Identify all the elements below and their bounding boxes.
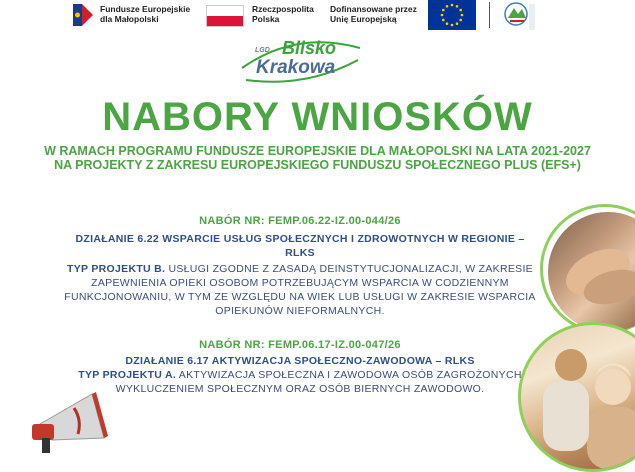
pl-logo-text [252,4,322,24]
eu-line1: Dofinansowane przez [330,4,417,14]
nabor-2-number: NABÓR NR: FEMP.06.17-IZ.00-047/26 [199,339,401,351]
fe-logo-text [100,4,200,24]
page-subtitle: W RAMACH PROGRAMU FUNDUSZE EUROPEJSKIE DLA MAŁOPOLSKI NA LATA 2021-2027 NA PROJEKTY Z ZAKRESU EUROPEJSKIEGO FUNDUSZU SPOŁECZNEGO PLUS (EFS+) [44,144,591,172]
megaphone-icon [22,390,112,453]
pl-line2: Polska [252,14,280,24]
poland-flag-icon [206,5,244,27]
brand-name-bottom: Krakowa [256,57,336,78]
eu-line2: Unię Europejską [330,14,397,24]
nabor-2-dzialanie: DZIAŁANIE 6.17 AKTYWIZACJA SPOŁECZNO-ZAWODOWA – RLKS [125,355,475,367]
page-title: NABORY WNIOSKÓW [102,95,533,139]
fe-line1: Fundusze Europejskie [100,4,191,14]
eu-logo-text [330,4,425,24]
nabor-1-typ-text: USŁUGI ZGODNE Z ZASADĄ DEINSTYTUCJONALIZACJI, W ZAKRESIE ZAPEWNIENIA OPIEKI OSOBOM POTRZEBUJĄCYM WSPARCIA W CODZIENNYM FUNKCJONOWANIU, W TYM ZE WZGLĘDU NA WIEK LUB USŁUGI W ZAKRESIE WSPARCIA OPIEKUNÓW NIEFORMALNYCH. [64,263,536,317]
logo-divider [489,2,490,28]
logo-strip [0,0,635,36]
pl-line1: Rzeczpospolita [252,4,314,14]
nabor-1-dzialanie: DZIAŁANIE 6.22 WSPARCIE USŁUG SPOŁECZNYCH I ZDROWOTNYCH W REGIONIE – RLKS [75,233,525,259]
eu-flag-icon [428,0,476,30]
brand-name-top: Blisko [282,38,337,58]
fe-line2: dla Małopolski [100,14,159,24]
nabor-1-typ [60,262,540,318]
fe-logo-icon [72,2,94,28]
brand-lgd: LGD [255,47,270,54]
nabor-2-typ-label: TYP PROJEKTU A. [78,369,177,381]
nabor-1-number: NABÓR NR: FEMP.06.22-IZ.00-044/26 [199,215,401,227]
nabor-2-typ-text: AKTYWIZACJA SPOŁECZNA I ZAWODOWA OSÓB ZAGROŻONYCH WYKLUCZENIEM SPOŁECZNYM ORAZ OSÓB BIERNYCH ZAWODOWO. [115,369,522,395]
lgd-mark-icon [502,0,536,34]
nabor-2-typ [60,368,540,396]
nabor-1-typ-label: TYP PROJEKTU B. [67,263,166,275]
